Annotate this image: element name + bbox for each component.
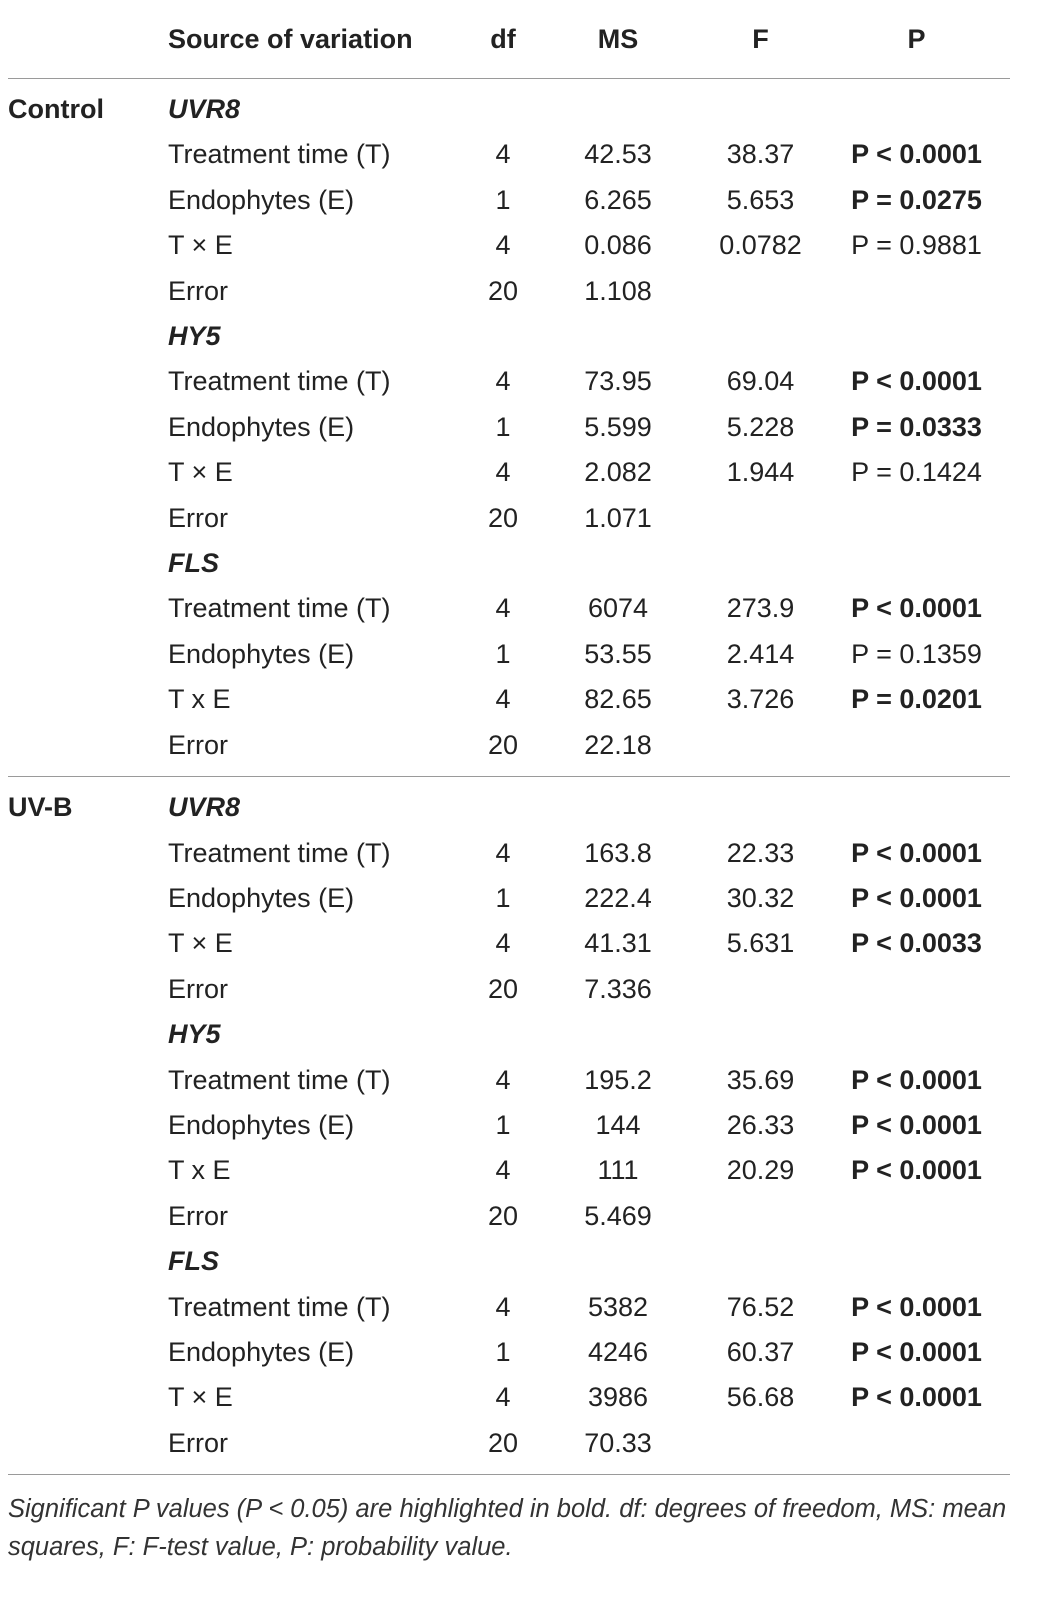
group-cell-empty xyxy=(8,405,168,450)
p-value-cell xyxy=(823,1194,1010,1239)
group-label: Control xyxy=(8,94,104,124)
group-cell-empty xyxy=(8,967,168,1012)
p-value-significant-cell: P < 0.0033 xyxy=(851,928,982,959)
table-row xyxy=(8,405,1010,450)
group-cell-empty xyxy=(8,496,168,541)
group-cell-empty xyxy=(8,1194,168,1239)
header-group xyxy=(8,0,168,79)
empty-cell xyxy=(823,541,1010,586)
source-of-variation-cell: Endophytes (E) xyxy=(168,184,355,215)
table-row xyxy=(8,586,1010,631)
header-row xyxy=(8,0,1010,79)
p-value-significant-cell: P = 0.0275 xyxy=(851,184,982,215)
df-cell: 1 xyxy=(495,1336,511,1367)
p-value-cell xyxy=(823,967,1010,1012)
p-value-cell: P = 0.9881 xyxy=(851,230,982,261)
group-cell-empty xyxy=(8,831,168,876)
p-value-significant-cell: P < 0.0001 xyxy=(851,366,982,397)
table-row xyxy=(8,921,1010,966)
group-cell-empty xyxy=(8,314,168,359)
empty-cell xyxy=(468,777,538,831)
df-cell: 4 xyxy=(495,366,511,397)
p-value-significant-cell: P < 0.0001 xyxy=(851,837,982,868)
group-cell-empty xyxy=(8,223,168,268)
empty-cell xyxy=(698,541,823,586)
ms-cell: 2.082 xyxy=(584,457,652,488)
p-value-cell xyxy=(823,496,1010,541)
group-cell-empty xyxy=(8,921,168,966)
group-cell-empty xyxy=(8,1421,168,1475)
empty-cell xyxy=(823,1012,1010,1057)
gene-label: UVR8 xyxy=(168,94,241,124)
table-row xyxy=(8,496,1010,541)
group-cell-empty xyxy=(8,1058,168,1103)
ms-cell: 163.8 xyxy=(584,837,652,868)
ms-cell: 73.95 xyxy=(584,366,652,397)
gene-label: FLS xyxy=(168,1246,219,1277)
f-cell: 0.0782 xyxy=(719,230,802,261)
source-of-variation-cell: Treatment time (T) xyxy=(168,139,391,170)
f-cell: 5.631 xyxy=(726,928,795,959)
empty-cell xyxy=(823,79,1010,133)
ms-cell: 0.086 xyxy=(584,230,652,261)
df-cell: 1 xyxy=(495,882,511,913)
ms-cell: 82.65 xyxy=(584,684,652,715)
empty-cell xyxy=(698,1239,823,1284)
p-value-cell xyxy=(823,723,1010,777)
ms-cell: 6074 xyxy=(587,593,649,624)
source-of-variation-cell: Treatment time (T) xyxy=(168,1064,391,1095)
ms-cell: 4246 xyxy=(587,1336,649,1367)
empty-cell xyxy=(538,1239,698,1284)
ms-cell: 5382 xyxy=(587,1291,649,1322)
group-cell-empty xyxy=(8,1148,168,1193)
f-cell: 22.33 xyxy=(726,837,795,868)
f-cell: 35.69 xyxy=(726,1064,795,1095)
ms-cell: 195.2 xyxy=(584,1064,652,1095)
p-value-significant-cell: P < 0.0001 xyxy=(851,882,982,913)
group-cell-empty xyxy=(8,586,168,631)
empty-cell xyxy=(538,79,698,133)
source-of-variation-cell: Error xyxy=(168,973,228,1004)
table-row xyxy=(8,1330,1010,1375)
table-row xyxy=(8,450,1010,495)
ms-cell: 41.31 xyxy=(584,928,652,959)
p-value-significant-cell: P < 0.0001 xyxy=(851,139,982,170)
group-cell-empty xyxy=(8,1239,168,1284)
p-value-significant-cell: P = 0.0333 xyxy=(851,411,982,442)
f-cell xyxy=(698,967,823,1012)
p-value-cell xyxy=(823,269,1010,314)
df-cell: 1 xyxy=(495,1109,511,1140)
table-row xyxy=(8,632,1010,677)
df-cell: 20 xyxy=(487,275,519,306)
df-cell: 4 xyxy=(495,928,511,959)
df-cell: 4 xyxy=(495,1064,511,1095)
group-cell-empty xyxy=(8,1375,168,1420)
empty-cell xyxy=(468,1012,538,1057)
source-of-variation-cell: Endophytes (E) xyxy=(168,411,355,442)
group-cell-empty xyxy=(8,1285,168,1330)
ms-cell: 5.469 xyxy=(584,1200,652,1231)
df-cell: 1 xyxy=(495,184,511,215)
empty-cell xyxy=(468,541,538,586)
group-cell-empty xyxy=(8,541,168,586)
f-cell: 26.33 xyxy=(726,1109,795,1140)
table-row xyxy=(8,1194,1010,1239)
table-header xyxy=(8,0,1010,79)
source-of-variation-cell: T x E xyxy=(168,1155,231,1186)
df-cell: 4 xyxy=(495,1291,511,1322)
table-row xyxy=(8,1058,1010,1103)
f-cell: 273.9 xyxy=(726,593,795,624)
empty-cell xyxy=(823,314,1010,359)
df-cell: 4 xyxy=(495,1155,511,1186)
f-cell: 56.68 xyxy=(726,1382,795,1413)
f-cell xyxy=(698,1194,823,1239)
source-of-variation-cell: Treatment time (T) xyxy=(168,837,391,868)
ms-cell: 222.4 xyxy=(584,882,652,913)
group-cell-empty xyxy=(8,178,168,223)
header-p: P xyxy=(823,0,1010,79)
f-cell: 30.32 xyxy=(726,882,795,913)
ms-cell: 111 xyxy=(597,1155,639,1186)
ms-cell: 22.18 xyxy=(538,723,698,777)
df-cell: 4 xyxy=(495,593,511,624)
table-footnote: Significant P values (P < 0.05) are highlighted in bold. df: degrees of freedom, MS: mean squares, F: F-test value, P: probability value. xyxy=(8,1495,1007,1561)
f-cell: 5.653 xyxy=(726,184,795,215)
df-cell: 1 xyxy=(495,411,511,442)
anova-table xyxy=(8,0,1010,1475)
gene-row xyxy=(8,541,1010,586)
gene-label: HY5 xyxy=(168,321,221,352)
group-cell-empty xyxy=(8,723,168,777)
source-of-variation-cell: T × E xyxy=(168,1382,233,1413)
f-cell: 1.944 xyxy=(726,457,795,488)
anova-table-document xyxy=(8,0,1010,1475)
header-ms: MS xyxy=(538,0,698,79)
df-cell: 20 xyxy=(468,1421,538,1475)
empty-cell xyxy=(698,314,823,359)
gene-row xyxy=(8,79,1010,133)
table-row xyxy=(8,677,1010,722)
ms-cell: 53.55 xyxy=(584,638,652,669)
df-cell: 4 xyxy=(495,1382,511,1413)
table-body xyxy=(8,79,1010,1475)
source-of-variation-cell: Error xyxy=(168,1200,228,1231)
source-of-variation-cell: Endophytes (E) xyxy=(168,1109,355,1140)
table-row xyxy=(8,269,1010,314)
ms-cell: 3986 xyxy=(587,1382,649,1413)
group-cell-empty xyxy=(8,450,168,495)
ms-cell: 5.599 xyxy=(584,411,652,442)
df-cell: 4 xyxy=(495,457,511,488)
group-cell-empty xyxy=(8,1012,168,1057)
source-of-variation-cell: T × E xyxy=(168,230,233,261)
ms-cell: 1.108 xyxy=(584,275,652,306)
empty-cell xyxy=(468,1239,538,1284)
empty-cell xyxy=(698,79,823,133)
header-f: F xyxy=(698,0,823,79)
source-of-variation-cell: Error xyxy=(168,275,228,306)
f-cell: 76.52 xyxy=(726,1291,795,1322)
table-row xyxy=(8,967,1010,1012)
header-df: df xyxy=(468,0,538,79)
f-cell: 5.228 xyxy=(726,411,795,442)
empty-cell xyxy=(538,1012,698,1057)
source-of-variation-cell: Endophytes (E) xyxy=(168,1336,355,1367)
group-label: UV-B xyxy=(8,792,73,823)
df-cell: 20 xyxy=(487,973,519,1004)
table-row xyxy=(8,132,1010,177)
p-value-significant-cell: P < 0.0001 xyxy=(851,1382,982,1413)
ms-cell: 70.33 xyxy=(538,1421,698,1475)
df-cell: 4 xyxy=(495,684,511,715)
p-value-cell: P = 0.1424 xyxy=(851,457,982,488)
p-value-cell xyxy=(823,1421,1010,1475)
gene-label: FLS xyxy=(168,548,219,579)
df-cell: 20 xyxy=(487,1200,519,1231)
empty-cell xyxy=(538,314,698,359)
p-value-significant-cell: P < 0.0001 xyxy=(851,593,982,624)
gene-row xyxy=(8,777,1010,831)
group-cell-empty xyxy=(8,632,168,677)
empty-cell xyxy=(698,777,823,831)
df-cell: 4 xyxy=(495,837,511,868)
table-row xyxy=(8,1375,1010,1420)
source-of-variation-cell: Treatment time (T) xyxy=(168,1291,391,1322)
ms-cell: 144 xyxy=(595,1109,641,1140)
table-row xyxy=(8,831,1010,876)
df-cell: 1 xyxy=(495,638,511,669)
group-cell-empty xyxy=(8,132,168,177)
df-cell: 4 xyxy=(495,139,511,170)
f-cell: 2.414 xyxy=(726,638,795,669)
p-value-significant-cell: P < 0.0001 xyxy=(851,1291,982,1322)
table-row xyxy=(8,876,1010,921)
f-cell: 38.37 xyxy=(726,139,795,170)
p-value-significant-cell: P = 0.0201 xyxy=(851,684,982,715)
empty-cell xyxy=(823,777,1010,831)
f-cell xyxy=(698,1421,823,1475)
df-cell: 20 xyxy=(487,502,519,533)
source-of-variation-cell: T x E xyxy=(168,684,231,715)
f-cell xyxy=(698,269,823,314)
group-cell-empty xyxy=(8,1330,168,1375)
p-value-significant-cell: P < 0.0001 xyxy=(851,1336,982,1367)
header-source-of-variation: Source of variation xyxy=(168,0,468,79)
table-row xyxy=(8,359,1010,404)
empty-cell xyxy=(468,79,538,133)
ms-cell: 1.071 xyxy=(584,502,652,533)
f-cell: 69.04 xyxy=(726,366,795,397)
group-cell-empty xyxy=(8,677,168,722)
table-row xyxy=(8,723,1010,777)
gene-row xyxy=(8,1239,1010,1284)
table-row xyxy=(8,223,1010,268)
source-of-variation-cell: T × E xyxy=(168,928,233,959)
gene-label: UVR8 xyxy=(168,792,241,823)
empty-cell xyxy=(823,1239,1010,1284)
p-value-cell: P = 0.1359 xyxy=(851,638,982,669)
empty-cell xyxy=(468,314,538,359)
empty-cell xyxy=(698,1012,823,1057)
table-row xyxy=(8,1421,1010,1475)
p-value-significant-cell: P < 0.0001 xyxy=(851,1109,982,1140)
gene-row xyxy=(8,1012,1010,1057)
f-cell: 20.29 xyxy=(726,1155,795,1186)
group-cell-empty xyxy=(8,1103,168,1148)
ms-cell: 7.336 xyxy=(584,973,652,1004)
source-of-variation-cell: T × E xyxy=(168,457,233,488)
table-row xyxy=(8,178,1010,223)
f-cell: 60.37 xyxy=(726,1336,795,1367)
f-cell xyxy=(698,496,823,541)
f-cell xyxy=(698,723,823,777)
source-of-variation-cell: Error xyxy=(168,502,228,533)
f-cell: 3.726 xyxy=(726,684,795,715)
source-of-variation-cell: Endophytes (E) xyxy=(168,882,355,913)
p-value-significant-cell: P < 0.0001 xyxy=(851,1064,982,1095)
group-cell-empty xyxy=(8,876,168,921)
source-of-variation-cell: Endophytes (E) xyxy=(168,638,355,669)
df-cell: 20 xyxy=(468,723,538,777)
group-cell-empty xyxy=(8,359,168,404)
source-of-variation-cell: Treatment time (T) xyxy=(168,593,391,624)
group-cell-empty xyxy=(8,269,168,314)
source-of-variation-cell: Error xyxy=(168,1421,468,1475)
table-row xyxy=(8,1148,1010,1193)
table-row xyxy=(8,1285,1010,1330)
p-value-significant-cell: P < 0.0001 xyxy=(851,1155,982,1186)
source-of-variation-cell: Error xyxy=(168,723,468,777)
df-cell: 4 xyxy=(495,230,511,261)
empty-cell xyxy=(538,541,698,586)
empty-cell xyxy=(538,777,698,831)
ms-cell: 42.53 xyxy=(584,139,652,170)
gene-label: HY5 xyxy=(168,1019,221,1050)
gene-row xyxy=(8,314,1010,359)
source-of-variation-cell: Treatment time (T) xyxy=(168,366,391,397)
ms-cell: 6.265 xyxy=(584,184,652,215)
table-row xyxy=(8,1103,1010,1148)
